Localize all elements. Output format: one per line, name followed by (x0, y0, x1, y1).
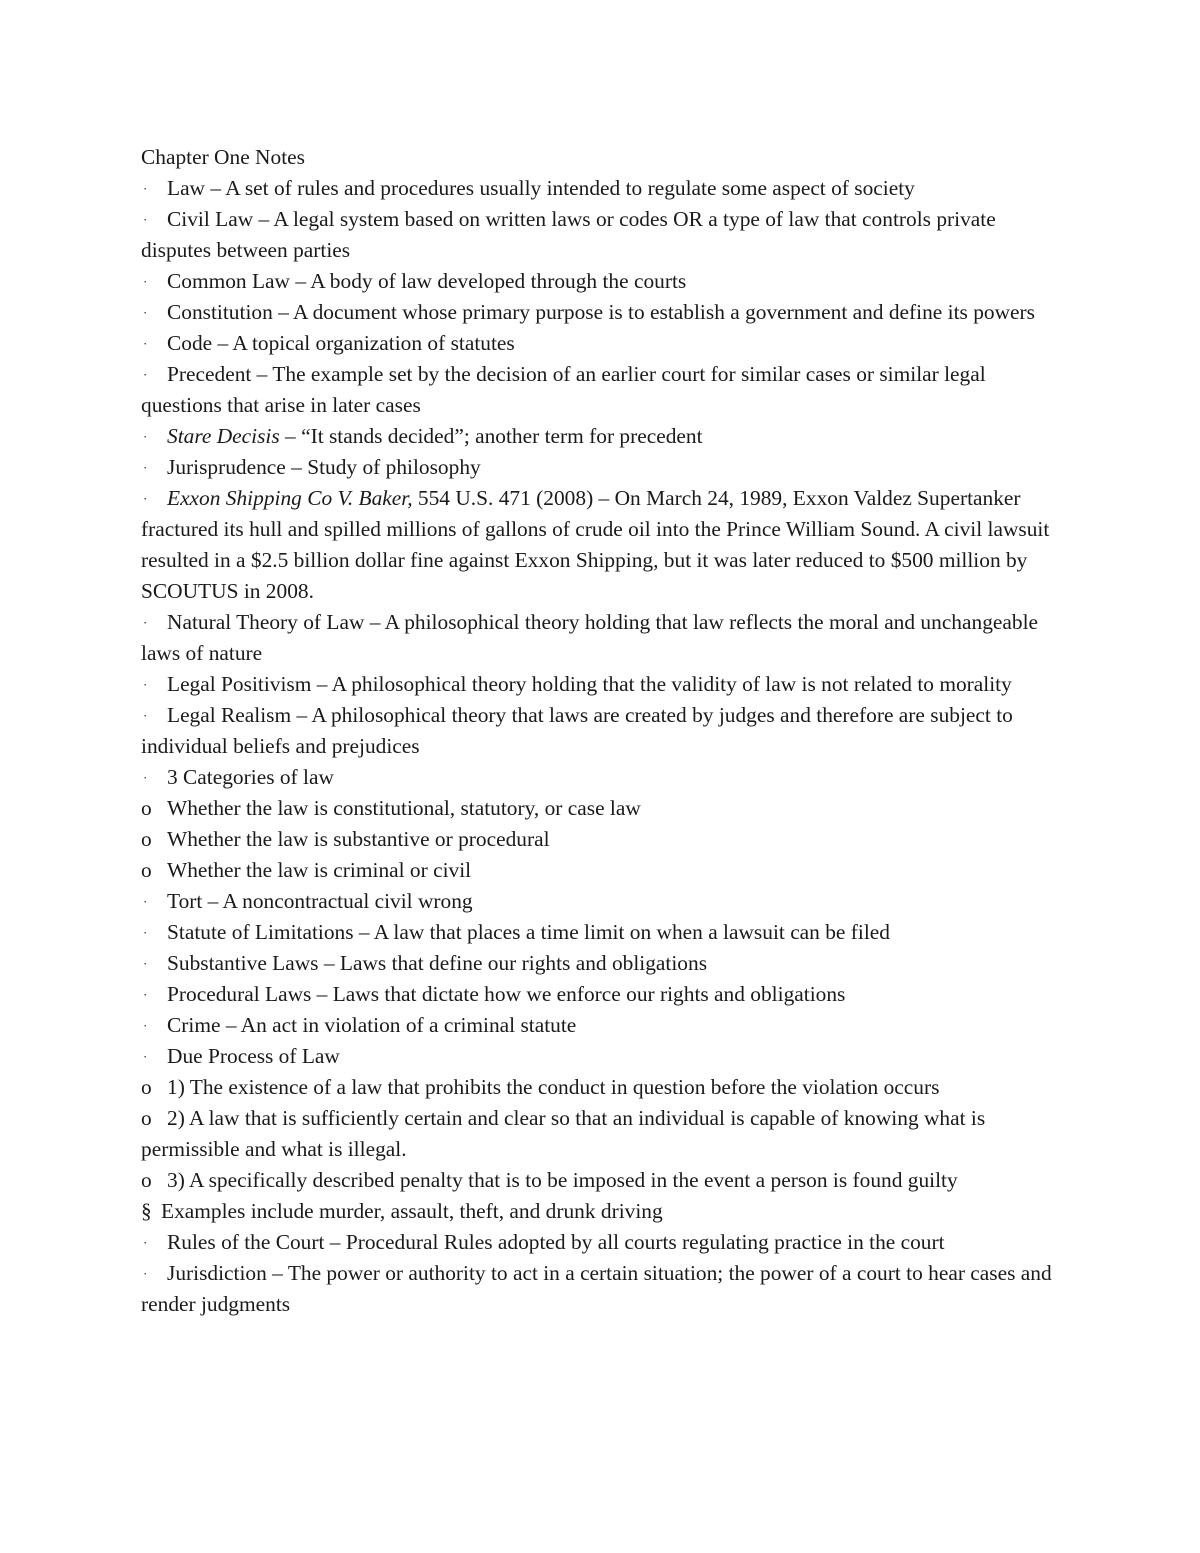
sub-bullet-marker: o (141, 1168, 152, 1192)
sub-bullet-marker: o (141, 1106, 152, 1130)
bullet-marker: · (143, 491, 148, 506)
list-item (141, 979, 1056, 1010)
bullet-marker: · (143, 212, 148, 227)
sub-bullet-marker: o (141, 1075, 152, 1099)
document-page (141, 142, 1056, 1320)
sub-list-item (141, 1072, 1056, 1103)
entry-text: 3) A specifically described penalty that is to be imposed in the event a person is found guilty (167, 1168, 958, 1192)
bullet-marker: · (143, 181, 148, 196)
sub-bullet-marker: o (141, 796, 152, 820)
entry-text: Legal Positivism – A philosophical theory holding that the validity of law is not related to morality (167, 672, 1012, 696)
list-item (141, 886, 1056, 917)
entry-text: Jurisdiction – The power or authority to act in a certain situation; the power of a court to hear cases and render judgments (141, 1261, 1052, 1316)
entry-text: Precedent – The example set by the decision of an earlier court for similar cases or similar legal questions that arise in later cases (141, 362, 986, 417)
list-item (141, 669, 1056, 700)
list-item (141, 762, 1056, 793)
sub-list-item (141, 1103, 1056, 1165)
list-item (141, 700, 1056, 762)
list-item (141, 1041, 1056, 1072)
bullet-marker: · (143, 1018, 148, 1033)
entry-text: Whether the law is criminal or civil (167, 858, 472, 882)
list-item (141, 173, 1056, 204)
sub-list-item (141, 824, 1056, 855)
sub-bullet-marker: o (141, 827, 152, 851)
entry-text: Natural Theory of Law – A philosophical theory holding that law reflects the moral and unchangeable laws of nature (141, 610, 1039, 665)
entry-text: Due Process of Law (167, 1044, 340, 1068)
list-item (141, 1258, 1056, 1320)
entry-text: Crime – An act in violation of a criminal statute (167, 1013, 577, 1037)
list-item (141, 917, 1056, 948)
sub-sub-list-item (141, 1196, 1056, 1227)
list-item (141, 266, 1056, 297)
bullet-marker: · (143, 987, 148, 1002)
bullet-marker: · (143, 770, 148, 785)
entry-text: Civil Law – A legal system based on written laws or codes OR a type of law that controls private disputes between parties (141, 207, 996, 262)
bullet-marker: · (143, 274, 148, 289)
bullet-marker: · (143, 367, 148, 382)
entry-text: Examples include murder, assault, theft, and drunk driving (161, 1199, 663, 1223)
entry-text: Statute of Limitations – A law that places a time limit on when a lawsuit can be filed (167, 920, 890, 944)
list-item (141, 483, 1056, 607)
bullet-marker: · (143, 677, 148, 692)
entry-text: Rules of the Court – Procedural Rules adopted by all courts regulating practice in the court (167, 1230, 945, 1254)
list-item (141, 452, 1056, 483)
entry-text: Constitution – A document whose primary purpose is to establish a government and define its powers (167, 300, 1035, 324)
bullet-marker: · (143, 708, 148, 723)
entry-text: Whether the law is constitutional, statutory, or case law (167, 796, 641, 820)
entry-text: Code – A topical organization of statutes (167, 331, 515, 355)
list-item (141, 297, 1056, 328)
sub-list-item (141, 855, 1056, 886)
entry-text: Legal Realism – A philosophical theory that laws are created by judges and therefore are subject to individual beliefs and prejudices (141, 703, 1013, 758)
bullet-marker: · (143, 1049, 148, 1064)
sub-list-item (141, 1165, 1056, 1196)
entry-text: Whether the law is substantive or procedural (167, 827, 550, 851)
sub-bullet-marker: o (141, 858, 152, 882)
entry-text: 1) The existence of a law that prohibits the conduct in question before the violation occurs (167, 1075, 940, 1099)
bullet-marker: · (143, 956, 148, 971)
bullet-marker: · (143, 460, 148, 475)
bullet-marker: · (143, 305, 148, 320)
list-item (141, 204, 1056, 266)
entry-text: Procedural Laws – Laws that dictate how we enforce our rights and obligations (167, 982, 846, 1006)
bullet-marker: · (143, 1235, 148, 1250)
entry-text: Tort – A noncontractual civil wrong (167, 889, 473, 913)
list-item (141, 1227, 1056, 1258)
document-title: Chapter One Notes (141, 145, 305, 169)
list-item (141, 359, 1056, 421)
bullet-marker: · (143, 429, 148, 444)
list-item (141, 1010, 1056, 1041)
entry-text: Jurisprudence – Study of philosophy (167, 455, 481, 479)
bullet-marker: · (143, 615, 148, 630)
sub-list-item (141, 793, 1056, 824)
entry-text: 2) A law that is sufficiently certain and clear so that an individual is capable of knowing what is permissible and what is illegal. (141, 1106, 986, 1161)
entry-text: – “It stands decided”; another term for precedent (279, 424, 703, 448)
list-item (141, 421, 1056, 452)
list-item (141, 328, 1056, 359)
latin-term: Stare Decisis (167, 424, 280, 448)
bullet-marker: · (143, 925, 148, 940)
bullet-marker: · (143, 336, 148, 351)
entry-text: 554 U.S. 471 (2008) – On March 24, 1989, Exxon Valdez Supertanker fractured its hull and spilled millions of gallons of crude oil into the Prince William Sound. A civil lawsuit resulted in a $2.5 billion dollar fine against Exxon Shipping, but it was later reduced to $500 million by SCOUTUS in 2008. (141, 486, 1050, 603)
bullet-marker: · (143, 1266, 148, 1281)
entry-text: Common Law – A body of law developed through the courts (167, 269, 687, 293)
case-name: Exxon Shipping Co V. Baker, (167, 486, 413, 510)
list-item (141, 607, 1056, 669)
list-item (141, 948, 1056, 979)
section-marker: § (141, 1199, 152, 1223)
entry-text: Substantive Laws – Laws that define our rights and obligations (167, 951, 708, 975)
entry-text: Law – A set of rules and procedures usually intended to regulate some aspect of society (167, 176, 915, 200)
bullet-marker: · (143, 894, 148, 909)
entry-text: 3 Categories of law (167, 765, 334, 789)
